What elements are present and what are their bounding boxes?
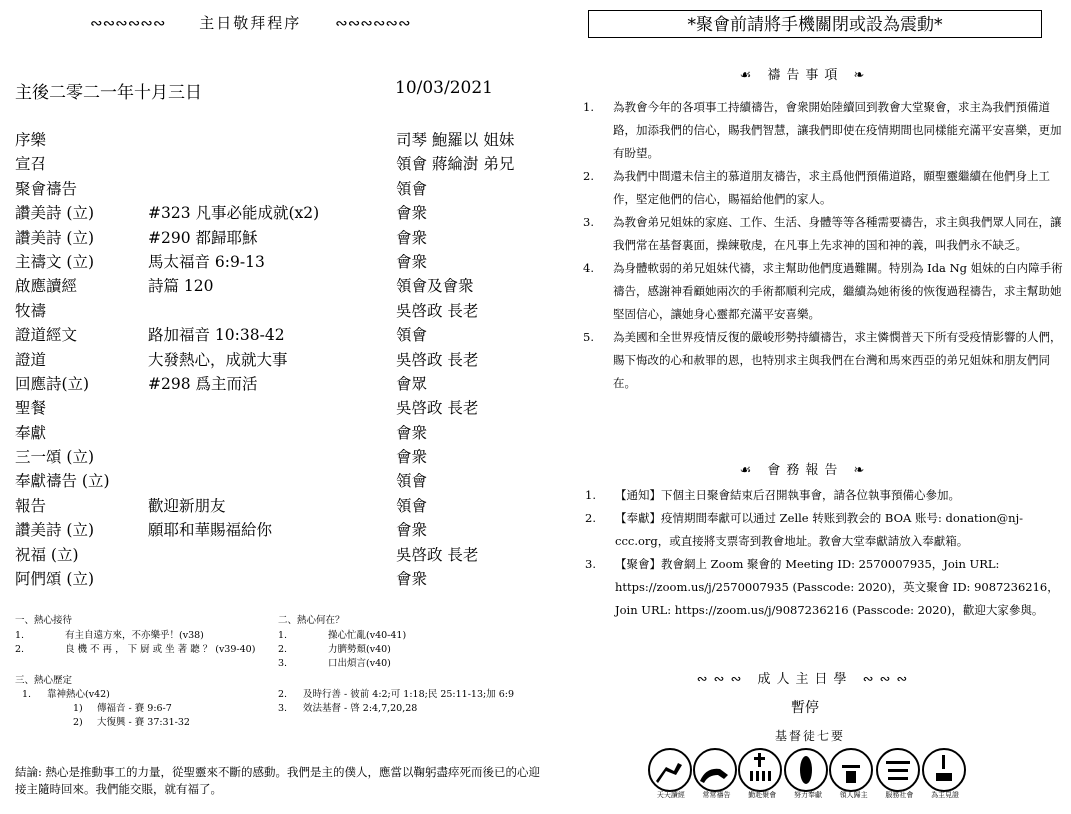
notes-item: 2. 良 機 不 再 ， 下 厨 或 坐 著 聽 ？ (v39-40) [15, 644, 256, 655]
order-item: 祝福 (立) [15, 545, 79, 564]
order-detail: #290 都歸耶穌 [148, 228, 258, 247]
order-leader: 吳啓政 長老 [396, 399, 479, 418]
order-leader: 會衆 [396, 252, 428, 271]
order-item: 聚會禱告 [15, 179, 78, 198]
announcement-item: 2. 【奉獻】疫情期間奉獻可以通过 Zelle 转账到教会的 BOA 账号: donation@nj-ccc.org，或直接將支票寄到教會地址。教會大堂奉獻請放入奉獻箱。 [585, 511, 1024, 548]
flourish-icon: ∾∾∾ [862, 672, 914, 687]
prayer-title: ☙ 禱告事項 ❧ [739, 68, 871, 83]
order-leader: 會衆 [396, 423, 428, 442]
announcements-list [585, 484, 1065, 622]
order-row [15, 518, 555, 542]
seven-keys-captions: 天天讀經 常常禱告 勤赴聚會 努力奉獻 領人歸主 服務社會 為主見證 [656, 791, 960, 799]
order-row [15, 543, 555, 567]
order-detail: #323 凡事必能成就(x2) [148, 204, 320, 223]
prayer-item: 2. 為我們中間還未信主的慕道朋友禱告，求主爲他們預備道路，願聖靈繼續在他們身上工作，堅定他們的信心，賜福給他們的家人。 [583, 169, 1050, 206]
order-item: 讚美詩 (立) [15, 204, 95, 223]
sermon-conclusion: 結論: 熱心是推動事工的力量，從聖靈來不斷的感動。我們是主的僕人，應當以鞠躬盡瘁死而後已的心迎接主隨時回來。我們能交賬，就有福了。 [15, 765, 541, 796]
order-row [15, 299, 555, 323]
order-item: 聖餐 [15, 399, 47, 418]
notes-item: 2. 力臍勢頹(v40) [278, 644, 391, 655]
order-leader: 領會 [396, 496, 428, 515]
order-leader: 會衆 [396, 204, 428, 223]
order-leader: 領會 蔣綸澍 弟兄 [396, 155, 515, 174]
seven-keys-icons [648, 745, 968, 795]
order-item: 讚美詩 (立) [15, 228, 95, 247]
order-item: 讚美詩 (立) [15, 521, 95, 540]
order-item: 證道經文 [15, 326, 78, 345]
order-detail: 詩篇 120 [148, 277, 214, 296]
order-leader: 領會 [396, 472, 428, 491]
notes-part3 [15, 674, 545, 730]
flourish-icon: ☙ [739, 68, 758, 83]
announcements-title: ☙ 會務報告 ❧ [739, 463, 871, 478]
order-detail: 大發熱心，成就大事 [148, 350, 288, 369]
order-leader: 司琴 鮑羅以 姐妹 [396, 131, 515, 149]
notes-item: 1. 靠神熱心(v42) 2. 及時行善 - 彼前 4:2;可 1:18;民 25:11-13;加 6:9 [22, 689, 515, 700]
notes-item: 2) 大復興 - 賽 37:31-32 [73, 717, 190, 728]
prayer-item: 4. 為身體軟弱的弟兄姐妹代禱，求主幫助他們度過難關。特別為 Ida Ng 姐妹的白内障手術禱告，感謝神看顧她兩次的手術都順利完成，繼續為她術後的恢復過程禱告，求主幫助她堅固信心，讓她身心靈都充滿平安喜樂。 [583, 261, 1063, 321]
order-of-service [15, 128, 555, 591]
phone-notice-banner: *聚會前請將手機關閉或設為震動* [588, 10, 1042, 38]
order-detail: 願耶和華賜福給你 [148, 521, 273, 540]
order-item: 奉獻 [15, 423, 47, 442]
notes-item: 1. 有主自遠方來，不亦樂乎！(v38) [15, 630, 204, 641]
order-item: 牧禱 [15, 301, 47, 320]
notes-part2 [278, 614, 538, 671]
order-item: 主禱文 (立) [15, 252, 95, 271]
order-leader: 會衆 [396, 448, 428, 467]
notes-item: 1. 操心忙亂(v40-41) [278, 630, 407, 641]
order-row [15, 396, 555, 420]
prayer-list [583, 96, 1066, 395]
order-row [15, 469, 555, 493]
order-row [15, 445, 555, 469]
order-row [15, 348, 555, 372]
order-item: 阿們頌 (立) [15, 570, 95, 589]
order-row [15, 128, 555, 152]
notes-item: 3. 口出煩言(v40) [278, 658, 391, 669]
announcement-item: 1. 【通知】下個主日聚會結束后召開執事會，請各位執事預備心參加。 [585, 488, 960, 502]
order-row [15, 274, 555, 298]
order-leader: 吳啓政 長老 [396, 301, 479, 320]
order-leader: 領會 [396, 179, 428, 198]
sunday-school-title: ∾∾∾ 成人主日學 ∾∾∾ [696, 672, 914, 687]
order-row [15, 323, 555, 347]
order-item: 宣召 [15, 155, 47, 174]
order-detail: #298 爲主而活 [148, 374, 258, 393]
order-leader: 會衆 [396, 521, 428, 540]
date-numeric: 10/03/2021 [395, 78, 493, 98]
order-leader: 吳啓政 長老 [396, 545, 479, 564]
order-leader: 會衆 [396, 570, 428, 589]
order-detail: 路加福音 10:38-42 [148, 326, 285, 345]
order-leader: 吳啓政 長老 [396, 350, 479, 369]
evangelism-icon [830, 749, 872, 791]
order-item: 三一頌 (立) [15, 448, 95, 467]
order-row [15, 372, 555, 396]
order-row [15, 152, 555, 176]
order-row [15, 421, 555, 445]
order-detail: 馬太福音 6:9-13 [148, 252, 265, 271]
announcement-item: 3. 【聚會】教會網上 Zoom 聚會的 Meeting ID: 2570007935，Join URL: https://zoom.us/j/2570007935 (Passcode: 2020)，英文聚會 ID: 9087236216，Join URL: https://zoom.us/j/9087236216 (Passcode: 2020)，歡迎大家參與。 [585, 557, 1059, 617]
flourish-icon: ❧ [853, 68, 871, 83]
order-row [15, 494, 555, 518]
order-leader: 領會 [396, 326, 428, 345]
flourish-icon: ☙ [739, 463, 758, 478]
order-detail: 歡迎新朋友 [148, 496, 226, 515]
order-leader: 會衆 [396, 228, 428, 247]
notes-part1-heading: 一、熱心接待 [15, 615, 73, 626]
order-item: 證道 [15, 350, 47, 369]
date-chinese: 主後二零二一年十月三日 [15, 83, 202, 103]
order-item: 報告 [15, 496, 47, 515]
program-title: 主日敬拜程序 [199, 14, 302, 32]
order-row [15, 226, 555, 250]
flourish-icon: ❧ [853, 463, 871, 478]
order-item: 奉獻禱告 (立) [15, 472, 110, 491]
notes-item: 1) 傳福音 - 賽 9:6-7 3. 效法基督 - 啓 2:4,7,20,28 [73, 703, 418, 714]
prayer-item: 5. 為美國和全世界疫情反復的嚴峻形勢持續禱告，求主憐憫普天下所有受疫情影響的人們，賜下悔改的心和赦罪的恩，也特別求主與我們在台灣和馬來西亞的弟兄姐妹和朋友們同在。 [583, 330, 1062, 390]
notes-part2-heading: 二、熱心何在？ [278, 615, 345, 626]
seven-keys-title: 基督徒七要 [774, 729, 845, 743]
sunday-school-status: 暫停 [791, 700, 819, 716]
order-row [15, 201, 555, 225]
order-row [15, 250, 555, 274]
order-leader: 領會及會衆 [396, 277, 474, 296]
prayer-item: 1. 為教會今年的各項事工持續禱告，會衆開始陸續回到教會大堂聚會，求主為我們預備道路，加添我們的信心，賜我們智慧，讓我們即使在疫情期間也同樣能充滿平安喜樂，更加有盼望。 [583, 100, 1062, 160]
order-item: 序樂 [15, 131, 47, 149]
order-row [15, 567, 555, 591]
flourish-icon: ∾∾∾ [696, 672, 748, 687]
page-title: ∾∾∾∾∾∾ 主日敬拜程序 ∾∾∾∾∾∾ [90, 14, 411, 32]
order-item: 啟應讀經 [15, 277, 78, 296]
prayer-item: 3. 為教會弟兄姐妹的家庭、工作、生活、身體等等各種需要禱告，求主與我們眾人同在，讓我們常在基督裏面，操練敬虔，在凡事上先求神的国和神的義，叫我們永不缺乏。 [583, 215, 1062, 252]
notes-part3-heading: 三、熱心歷定 [15, 675, 73, 686]
order-leader: 會眾 [396, 374, 428, 393]
notes-part1 [15, 614, 275, 657]
order-row [15, 177, 555, 201]
order-item: 回應詩(立) [15, 374, 90, 393]
